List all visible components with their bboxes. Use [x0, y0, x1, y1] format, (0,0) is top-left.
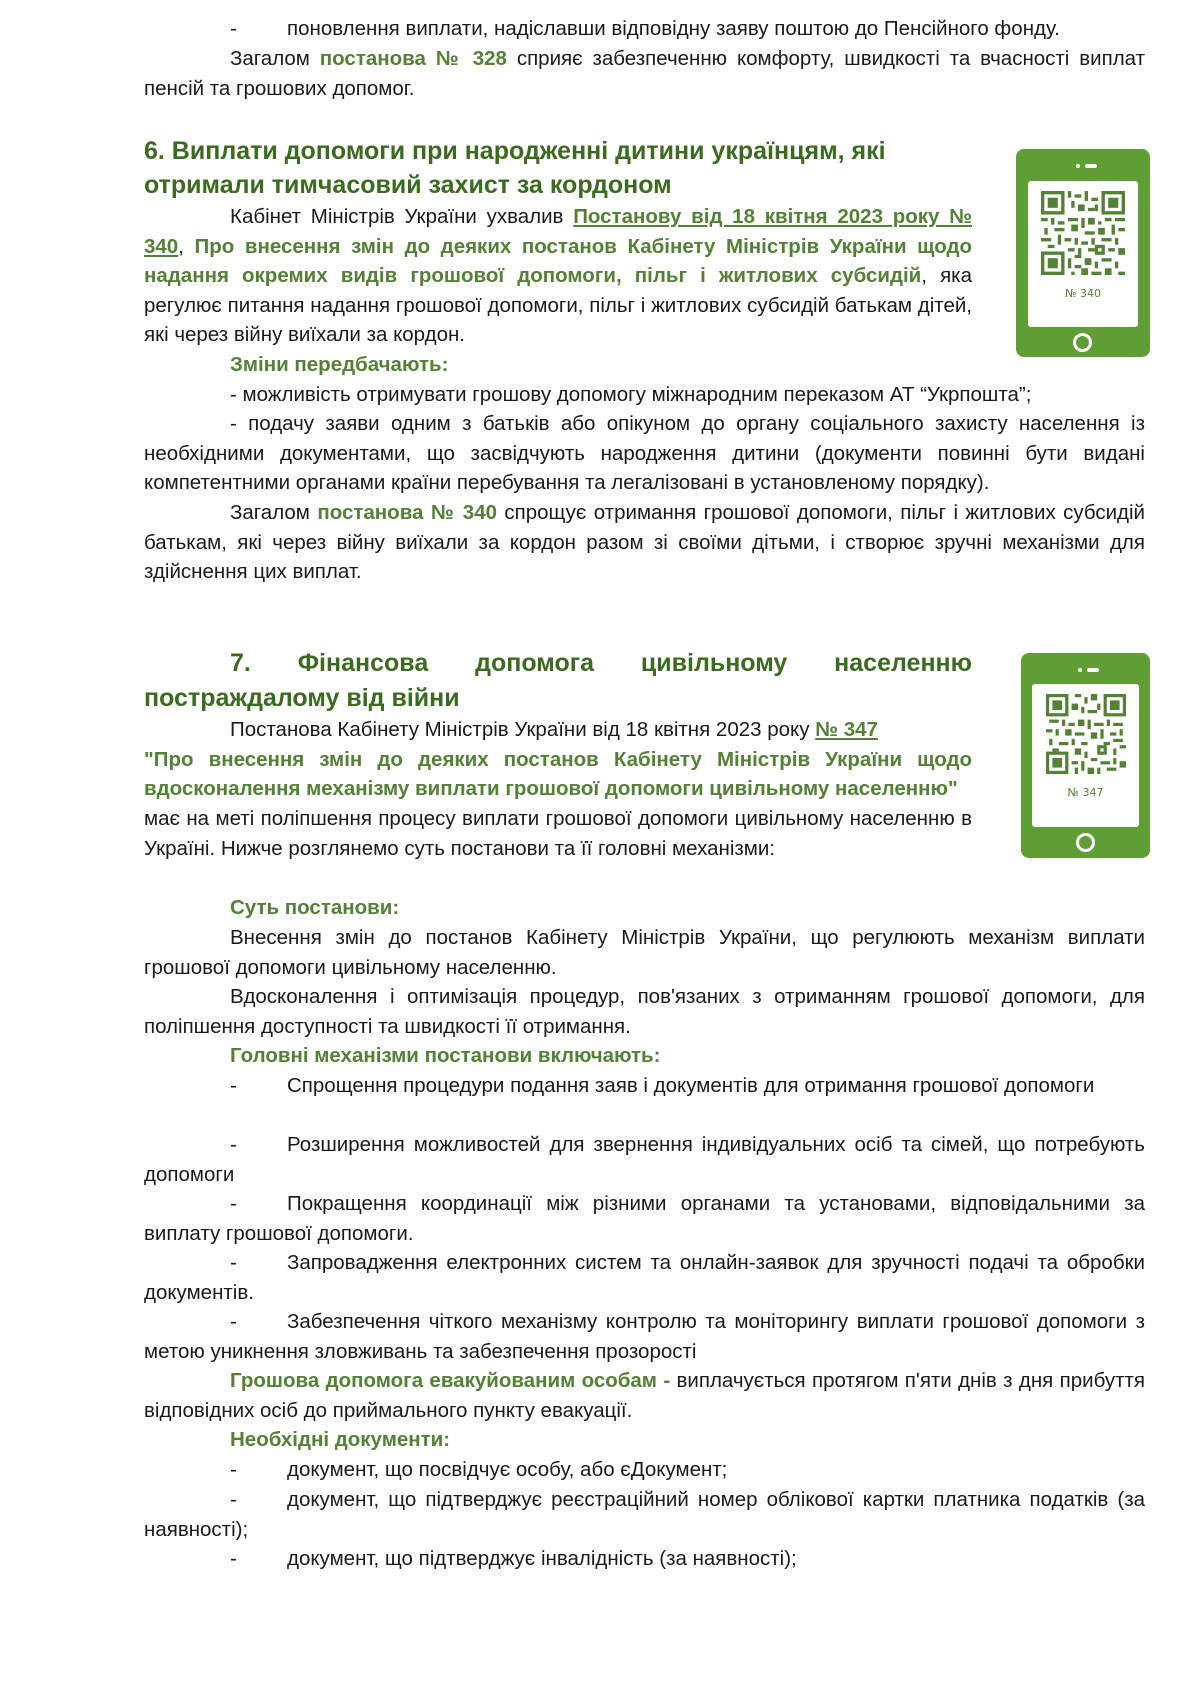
- section6-intro: Кабінет Міністрів України ухвалив Постанову від 18 квітня 2023 року № 340, Про внесення змін до деяких постанов Кабінету Міністрів України щодо надання окремих видів грошової допомоги, пільг і житлових субсидій, яка регулює питання надання грошової допомоги, пільг і житлових субсидій батькам дітей, які через війну виїхали за кордон.: [144, 205, 972, 346]
- list-item: документ, що посвідчує особу, або єДокумент;: [287, 1458, 728, 1481]
- bullet-line: поновлення виплати, надіславши відповідну заяву поштою до Пенсійного фонду.: [287, 17, 1060, 40]
- qr-label-340: № 340: [1065, 287, 1101, 300]
- qr-label-347: № 347: [1067, 786, 1104, 799]
- bullet-dash: -: [230, 17, 237, 40]
- link-postanova-340[interactable]: Постанову від 18 квітня 2023 року № 340: [144, 205, 972, 258]
- home-button-icon: [1076, 833, 1095, 852]
- link-postanova-340-summary[interactable]: постанова № 340: [317, 501, 497, 524]
- qr-phone-347: [1021, 653, 1150, 858]
- section7-essence-2: Вдосконалення і оптимізація процедур, пов'язаних з отриманням грошової допомоги, для поліпшення доступності та швидкості її отримання.: [144, 985, 1145, 1038]
- qr-phone-340: [1016, 149, 1150, 357]
- section7-intro: Постанова Кабінету Міністрів України від 18 квітня 2023 року № 347 "Про внесення змін до деяких постанов Кабінету Міністрів України щодо вдосконалення механізму виплати грошової допомоги цивільному населенню": [144, 715, 972, 804]
- link-postanova-347[interactable]: № 347: [815, 718, 878, 741]
- bullet-dash: -: [230, 1074, 237, 1097]
- section7-essence-heading: Суть постанови:: [230, 896, 400, 919]
- home-button-icon: [1073, 333, 1092, 352]
- section6-heading: 6. Виплати допомоги при народженні дитини українцям, які отримали тимчасовий захист за кордоном: [144, 137, 886, 199]
- bullet-dash: -: [230, 1488, 237, 1511]
- bullet-dash: -: [230, 1251, 237, 1274]
- list-item: документ, що підтверджує інвалідність (за наявності);: [287, 1547, 797, 1570]
- section6-changes-heading: Зміни передбачають:: [230, 353, 449, 376]
- section6-change-2: - подачу заяви одним з батьків або опікуном до органу соціального захисту населення із необхідними документами, що засвідчують народження дитини (документи повинні бути видані компетентними органами країни перебування та легалізовані в установленому порядку).: [144, 412, 1145, 494]
- section7-docs-heading: Необхідні документи:: [230, 1428, 451, 1451]
- list-item: Розширення можливостей для звернення індивідуальних осіб та сімей, що потребують допомоги: [144, 1133, 1145, 1186]
- section7-heading-line2: постраждалому від війни: [144, 684, 460, 712]
- list-item: Запровадження електронних систем та онлайн-заявок для зручності подачі та обробки документів.: [144, 1251, 1145, 1304]
- link-postanova-328[interactable]: постанова № 328: [319, 47, 507, 70]
- section7-evac: Грошова допомога евакуйованим особам - виплачується протягом п'яти днів з дня прибуття відповідних осіб до приймального пункту евакуації.: [144, 1369, 1145, 1422]
- list-item: Покращення координації між різними органами та установами, відповідальними за виплату грошової допомоги.: [144, 1192, 1145, 1245]
- bullet-dash: -: [230, 1547, 237, 1570]
- section7-mechanisms-heading: Головні механізми постанови включають:: [230, 1044, 661, 1067]
- section7-essence-1: Внесення змін до постанов Кабінету Міністрів України, що регулюють механізм виплати грошової допомоги цивільному населенню.: [144, 926, 1145, 979]
- section6-summary: Загалом постанова № 340 спрощує отримання грошової допомоги, пільг і житлових субсидій батькам, які через війну виїхали за кордон разом зі своїми дітьми, і створює зручні механізми для здійснення цих виплат.: [144, 501, 1146, 583]
- link-changes-347[interactable]: "Про внесення змін до деяких постанов Кабінету Міністрів України щодо вдосконалення механізму виплати грошової допомоги цивільному населенню": [144, 747, 972, 800]
- bullet-dash: -: [230, 1133, 237, 1156]
- list-item: документ, що підтверджує реєстраційний номер облікової картки платника податків (за наявності);: [144, 1488, 1145, 1541]
- bullet-dash: -: [230, 1458, 237, 1481]
- summary-328: Загалом постанова № 328 сприяє забезпеченню комфорту, швидкості та вчасності виплат пенсій та грошових допомог.: [144, 47, 1145, 100]
- bullet-dash: -: [230, 1310, 237, 1333]
- qr-code-icon[interactable]: [1046, 694, 1126, 774]
- list-item: Забезпечення чіткого механізму контролю та моніторингу виплати грошової допомоги з метою уникнення зловживань та забезпечення прозорості: [144, 1310, 1145, 1363]
- section7-heading: 7. Фінансова допомога цивільному населенню: [230, 649, 972, 677]
- bullet-dash: -: [230, 1192, 237, 1215]
- section7-intro-tail: має на меті поліпшення процесу виплати грошової допомоги цивільному населенню в Україні. Нижче розглянемо суть постанови та її головні механізми:: [144, 807, 972, 860]
- section6-change-1: - можливість отримувати грошову допомогу міжнародним переказом АТ “Укрпошта”;: [230, 383, 1032, 406]
- list-item: Спрощення процедури подання заяв і документів для отримання грошової допомоги: [287, 1074, 1095, 1097]
- qr-code-icon[interactable]: [1041, 191, 1125, 275]
- link-changes-340[interactable]: Про внесення змін до деяких постанов Кабінету Міністрів України щодо надання окремих видів грошової допомоги, пільг і житлових субсидій: [144, 234, 972, 287]
